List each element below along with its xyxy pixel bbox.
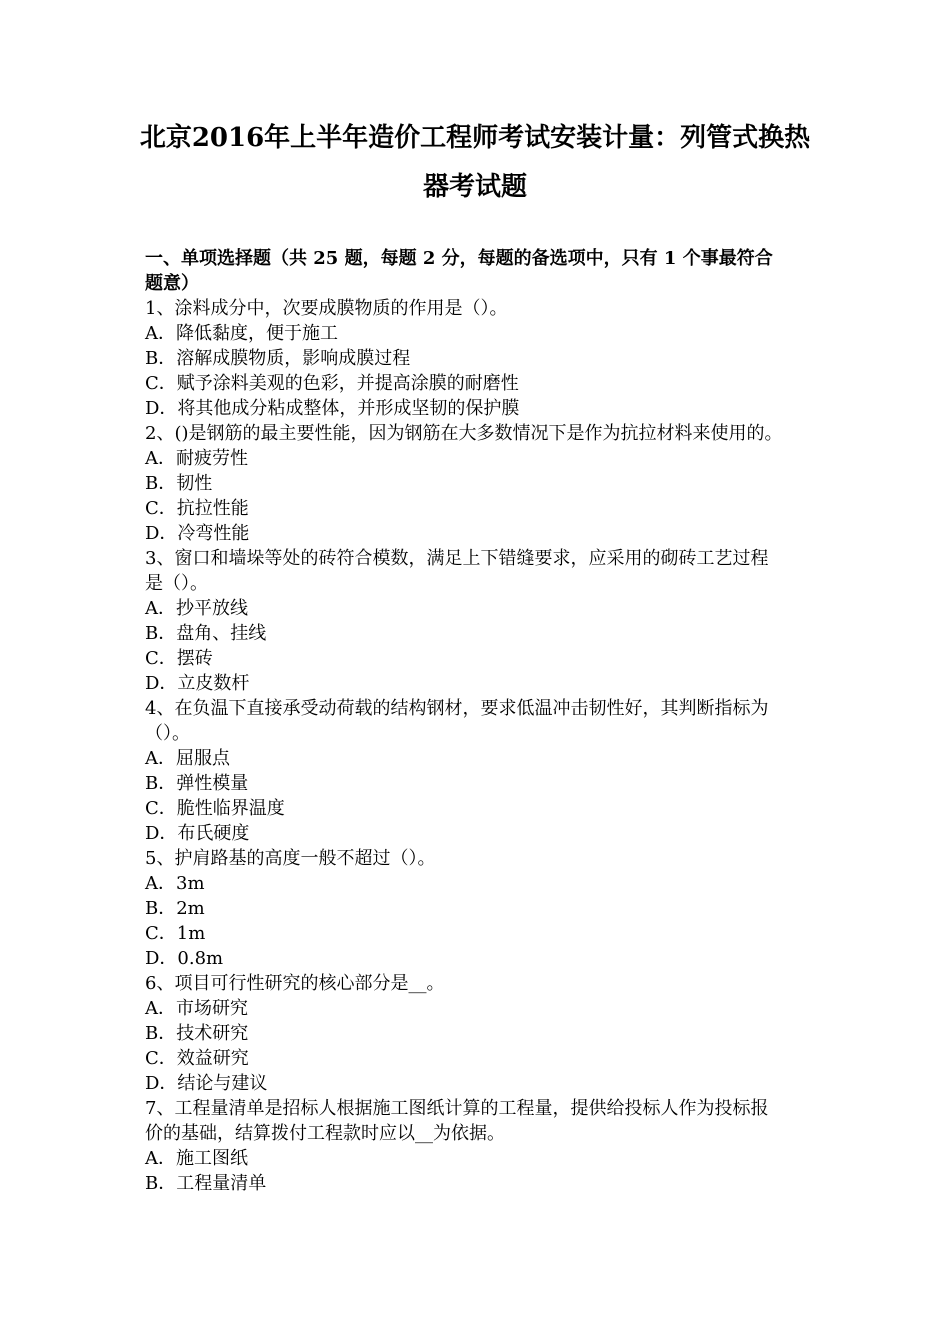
option-d: D．冷弯性能 (145, 523, 250, 544)
option-a: A．市场研究 (145, 998, 248, 1019)
option-d: D．立皮数杆 (145, 673, 250, 694)
question-text-continued: 价的基础，结算拨付工程款时应以__为依据。 (145, 1123, 505, 1144)
question-text: 2、()是钢筋的最主要性能，因为钢筋在大多数情况下是作为抗拉材料来使用的。 (145, 423, 783, 444)
option-c: C．脆性临界温度 (145, 798, 285, 819)
option-c: C．摆砖 (145, 648, 213, 669)
question-text: 3、窗口和墙垛等处的砖符合模数，满足上下错缝要求，应采用的砌砖工艺过程 (145, 548, 769, 569)
option-a: A．3m (145, 873, 205, 894)
option-b: B．2m (145, 898, 205, 919)
option-c: C．1m (145, 923, 206, 944)
section-heading-line-2: 题意） (145, 273, 199, 294)
question-5 (145, 846, 810, 971)
option-d: D．结论与建议 (145, 1073, 268, 1094)
question-7 (145, 1096, 810, 1196)
section-heading-line-1: 一、单项选择题（共 25 题，每题 2 分，每题的备选项中，只有 1 个事最符合 (145, 248, 773, 269)
question-2 (145, 421, 810, 546)
option-d: D．布氏硬度 (145, 823, 250, 844)
option-b: B．韧性 (145, 473, 213, 494)
option-c: C．抗拉性能 (145, 498, 249, 519)
question-text: 1、涂料成分中，次要成膜物质的作用是（）。 (145, 298, 508, 319)
document-title-line-2: 器考试题 (422, 172, 527, 202)
option-b: B．溶解成膜物质，影响成膜过程 (145, 348, 411, 369)
option-a: A．屈服点 (145, 748, 230, 769)
option-c: C．效益研究 (145, 1048, 249, 1069)
option-a: A．抄平放线 (145, 598, 248, 619)
option-d: D．0.8m (145, 948, 224, 969)
question-1 (145, 296, 810, 421)
option-b: B．技术研究 (145, 1023, 249, 1044)
document-body (145, 246, 810, 1196)
question-text: 7、工程量清单是招标人根据施工图纸计算的工程量，提供给投标人作为投标报 (145, 1098, 769, 1119)
question-text: 5、护肩路基的高度一般不超过（）。 (145, 848, 436, 869)
question-3 (145, 546, 810, 696)
option-a: A．降低黏度，便于施工 (145, 323, 338, 344)
option-b: B．弹性模量 (145, 773, 249, 794)
option-a: A．施工图纸 (145, 1148, 248, 1169)
question-6 (145, 971, 810, 1096)
option-d: D．将其他成分粘成整体，并形成坚韧的保护膜 (145, 398, 520, 419)
document-title-line-1: 北京2016年上半年造价工程师考试安装计量：列管式换热 (139, 123, 811, 153)
question-text-continued: 是（）。 (145, 573, 208, 594)
question-4 (145, 696, 810, 846)
option-b: B．盘角、挂线 (145, 623, 267, 644)
question-text: 6、项目可行性研究的核心部分是__。 (145, 973, 445, 994)
option-a: A．耐疲劳性 (145, 448, 248, 469)
question-text: 4、在负温下直接承受动荷载的结构钢材，要求低温冲击韧性好，其判断指标为 (145, 698, 769, 719)
option-b: B．工程量清单 (145, 1173, 267, 1194)
option-c: C．赋予涂料美观的色彩，并提高涂膜的耐磨性 (145, 373, 519, 394)
question-text-continued: （）。 (145, 723, 190, 744)
